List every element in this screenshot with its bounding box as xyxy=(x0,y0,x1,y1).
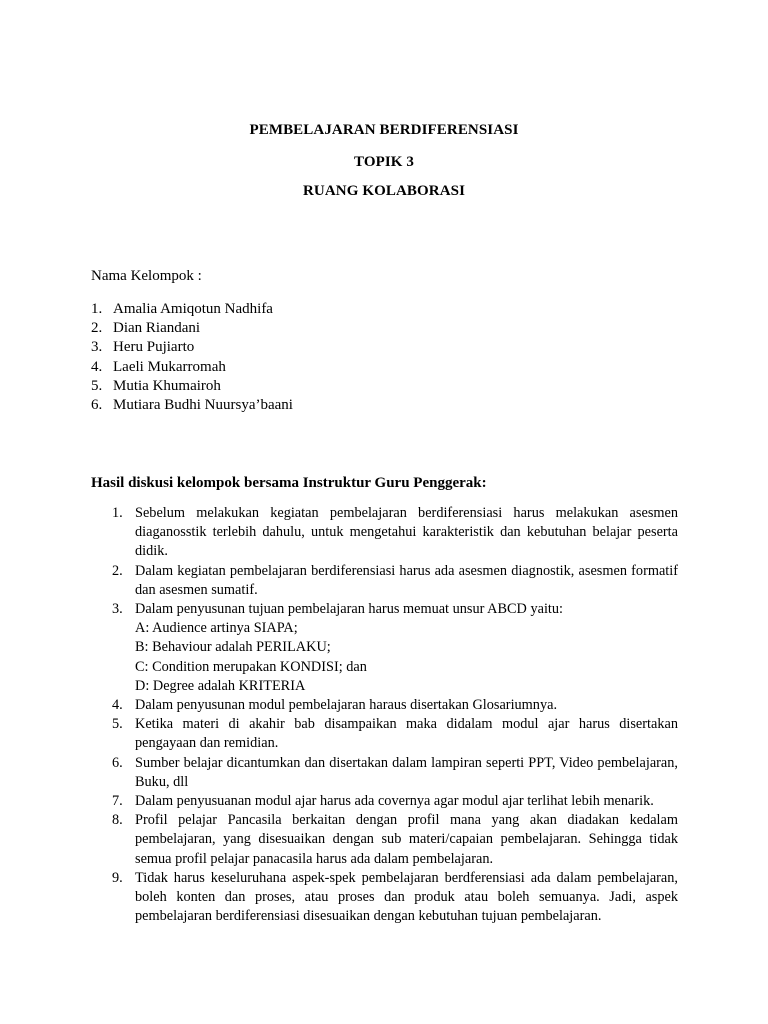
discussion-item xyxy=(112,869,678,927)
item-number: 4. xyxy=(112,697,123,714)
item-number: 2. xyxy=(112,562,123,579)
discussion-item xyxy=(112,600,678,696)
discussion-heading: Hasil diskusi kelompok bersama Instruktur Guru Penggerak: xyxy=(91,475,487,491)
member-number: 6. xyxy=(91,396,103,413)
item-number: 8. xyxy=(112,812,123,829)
member-number: 2. xyxy=(91,320,103,337)
item-text: Dalam penyusunan modul pembelajaran haraus disertakan Glosariumnya. xyxy=(135,697,558,714)
abcd-behaviour: B: Behaviour adalah PERILAKU; xyxy=(135,639,331,656)
discussion-item xyxy=(112,562,678,600)
member-item xyxy=(91,358,293,377)
member-item xyxy=(91,396,293,415)
item-number: 5. xyxy=(112,716,123,733)
item-number: 7. xyxy=(112,793,123,810)
document-subtitle: RUANG KOLABORASI xyxy=(302,183,466,199)
member-number: 4. xyxy=(91,358,103,375)
item-text: Sumber belajar dicantumkan dan disertakan dalam lampiran seperti PPT, Video pembelajaran, Buku, dll xyxy=(135,754,678,790)
item-text: Tidak harus keseluruhana aspek-spek pembelajaran berdferensiasi ada dalam pembelajaran, boleh konten dan proses, atau proses dan produk atau boleh semuanya. Jadi, aspek pembelajaran berdiferensiasi disesuaikan dengan kebutuhan tujuan pembelajaran. xyxy=(135,869,678,925)
discussion-list xyxy=(112,504,678,926)
member-name: Dian Riandani xyxy=(113,320,201,337)
item-text: Ketika materi di akahir bab disampaikan maka didalam modul ajar harus disertakan pengayaan dan remidian. xyxy=(135,716,678,752)
member-item xyxy=(91,319,293,338)
member-name: Heru Pujiarto xyxy=(113,339,195,356)
document-topic: TOPIK 3 xyxy=(353,154,415,170)
abcd-condition: C: Condition merupakan KONDISI; dan xyxy=(135,658,367,675)
member-number: 3. xyxy=(91,339,103,356)
item-text: Dalam penyusunan tujuan pembelajaran harus memuat unsur ABCD yaitu: xyxy=(135,601,564,618)
item-text: Dalam kegiatan pembelajaran berdiferensiasi harus ada asesmen diagnostik, asesmen formatif dan asesmen sumatif. xyxy=(135,562,678,598)
member-number: 1. xyxy=(91,301,103,317)
member-number: 5. xyxy=(91,377,103,394)
document-title: PEMBELAJARAN BERDIFERENSIASI xyxy=(249,122,519,138)
item-number: 3. xyxy=(112,601,123,618)
abcd-degree: D: Degree adalah KRITERIA xyxy=(135,677,306,694)
item-text: Sebelum melakukan kegiatan pembelajaran berdiferensiasi harus melakukan asesmen diaganosstik terlebih dahulu, untuk mengetahui karakteristik dan kebutuhan belajar peserta didik. xyxy=(135,505,678,560)
item-number: 1. xyxy=(112,505,123,521)
discussion-item xyxy=(112,754,678,792)
member-list xyxy=(91,300,293,415)
discussion-item xyxy=(112,504,678,562)
item-text: Dalam penyusuanan modul ajar harus ada covernya agar modul ajar terlihat lebih menarik. xyxy=(135,793,654,810)
member-item xyxy=(91,338,293,357)
member-name: Mutiara Budhi Nuursya’baani xyxy=(113,396,293,413)
member-name: Laeli Mukarromah xyxy=(113,358,226,375)
member-item xyxy=(91,377,293,396)
member-item xyxy=(91,300,293,319)
member-name: Amalia Amiqotun Nadhifa xyxy=(113,301,273,317)
discussion-item xyxy=(112,792,678,811)
discussion-item xyxy=(112,696,678,715)
member-name: Mutia Khumairoh xyxy=(113,377,221,394)
group-label: Nama Kelompok : xyxy=(91,268,202,284)
item-number: 9. xyxy=(112,869,123,886)
discussion-item xyxy=(112,811,678,869)
discussion-item xyxy=(112,715,678,753)
abcd-audience: A: Audience artinya SIAPA; xyxy=(135,620,298,637)
item-text: Profil pelajar Pancasila berkaitan dengan profil mana yang akan diadakan kedalam pembelajaran, yang disesuaikan dengan sub materi/capaian pembelajaran. Sehingga tidak semua profil pelajar panacasila harus ada dalam pembelajaran. xyxy=(135,812,678,867)
item-number: 6. xyxy=(112,754,123,771)
